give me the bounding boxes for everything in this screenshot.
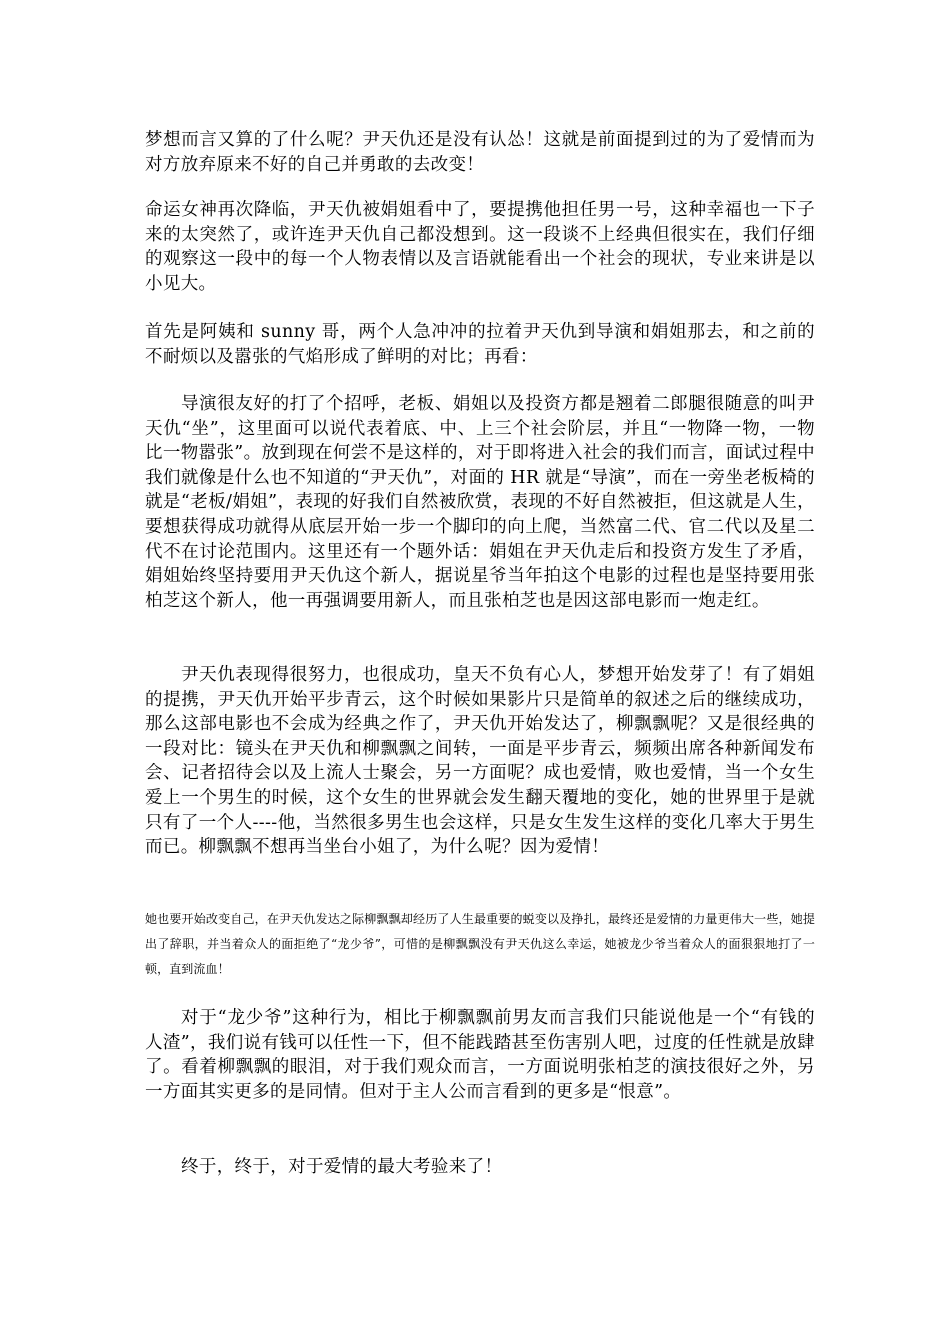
paragraph-liu-piaopiao-change: 她也要开始改变自己，在尹天仇发达之际柳飘飘却经历了人生最重要的蜕变以及挣扎，最终还是爱情的力量更伟大一些，她提出了辞职，并当着众人的面拒绝了“龙少爷”，可惜的是柳飘飘没有尹天仇这么幸运，她被龙少爷当着众人的面狠狠地打了一顿，直到流血！ — [145, 912, 815, 976]
paragraph-final-test: 终于，终于，对于爱情的最大考验来了！ — [181, 1157, 503, 1177]
paragraph-director-meeting: 导演很友好的打了个招呼，老板、娟姐以及投资方都是翘着二郎腿很随意的叫尹天仇“坐”，这里面可以说代表着底、中、上三个社会阶层，并且“一物降一物，一物比一物嚣张”。放到现在何尝不是这样的，对于即将进入社会的我们而言，面试过程中我们就像是什么也不知道的“尹天仇”，对面的 HR 就是“导演”，而在一旁坐老板椅的就是“老板/娟姐”，表现的好我们自然被欣赏，表现的不好自然被拒，但这就是人生，要想获得成功就得从底层开始一步一个脚印的向上爬，当然富二代、官二代以及星二代不在讨论范围内。这里还有一个题外话：娟姐在尹天仇走后和投资方发生了矛盾，娟姐始终坚持要用尹天仇这个新人，据说星爷当年拍这个电影的过程也是坚持要用张柏芝这个新人，他一再强调要用新人，而且张柏芝也是因这部电影而一炮走红。 — [145, 394, 815, 611]
paragraph-fate-returns: 命运女神再次降临，尹天仇被娟姐看中了，要提携他担任男一号，这种幸福也一下子来的太突然了，或许连尹天仇自己都没想到。这一段谈不上经典但很实在，我们仔细的观察这一段中的每一个人物表情以及言语就能看出一个社会的现状，专业来讲是以小见大。 — [145, 200, 815, 294]
paragraph-dream-courage: 梦想而言又算的了什么呢？尹天仇还是没有认怂！这就是前面提到过的为了爱情而为对方放弃原来不好的自己并勇敢的去改变！ — [145, 130, 815, 175]
paragraph-young-master-long: 对于“龙少爷”这种行为，相比于柳飘飘前男友而言我们只能说他是一个“有钱的人渣”，我们说有钱可以任性一下，但不能践踏甚至伤害别人吧，过度的任性就是放肆了。看着柳飘飘的眼泪，对于我们观众而言，一方面说明张柏芝的演技很好之外，另一方面其实更多的是同情。但对于主人公而言看到的更多是“恨意”。 — [145, 1008, 815, 1102]
paragraph-aunt-and-sunny: 首先是阿姨和 sunny 哥，两个人急冲冲的拉着尹天仇到导演和娟姐那去，和之前的不耐烦以及嚣张的气焰形成了鲜明的对比；再看： — [145, 322, 815, 367]
paragraph-dream-sprouts: 尹天仇表现得很努力，也很成功，皇天不负有心人，梦想开始发芽了！有了娟姐的提携，尹天仇开始平步青云，这个时候如果影片只是简单的叙述之后的继续成功，那么这部电影也不会成为经典之作了，尹天仇开始发达了，柳飘飘呢？又是很经典的一段对比：镜头在尹天仇和柳飘飘之间转，一面是平步青云，频频出席各种新闻发布会、记者招待会以及上流人士聚会，另一方面呢？成也爱情，败也爱情，当一个女生爱上一个男生的时候，这个女生的世界就会发生翻天覆地的变化，她的世界里于是就只有了一个人----他，当然很多男生也会这样，只是女生发生这样的变化几率大于男生而已。柳飘飘不想再当坐台小姐了，为什么呢？因为爱情！ — [145, 665, 815, 858]
